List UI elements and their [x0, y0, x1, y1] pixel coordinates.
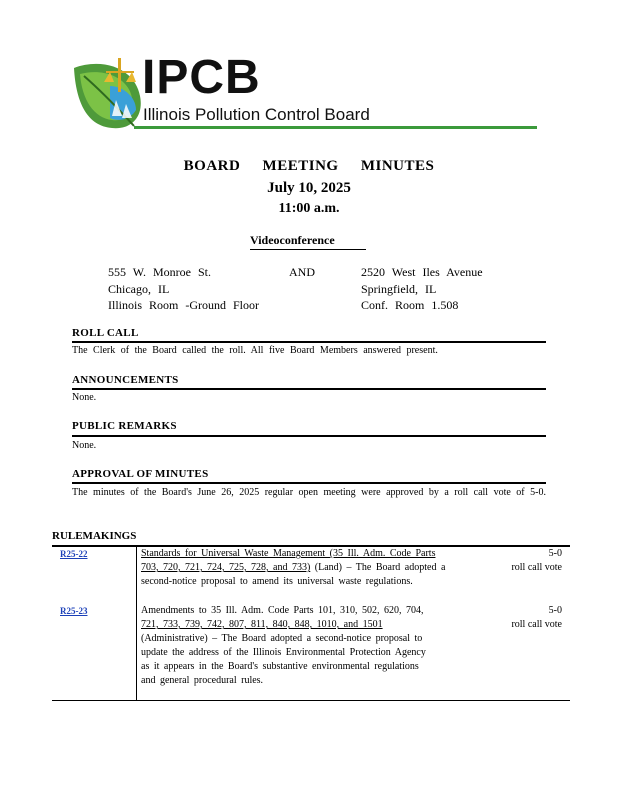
- location-right-line: Conf. Room 1.508: [361, 298, 459, 312]
- section-divider: [72, 388, 546, 390]
- rulemakings-heading: RULEMAKINGS: [52, 530, 137, 542]
- location-connector: AND: [289, 265, 315, 279]
- rulemakings-column-divider: [136, 546, 137, 700]
- docket-link[interactable]: R25-23: [60, 606, 88, 616]
- public-remarks-text: None.: [72, 440, 97, 451]
- rulemaking-line: Standards for Universal Waste Management (35 Ill. Adm. Code Parts: [141, 548, 436, 559]
- location-left-line: 555 W. Monroe St.: [108, 265, 212, 279]
- meeting-time: 11:00 a.m.: [278, 201, 340, 216]
- rulemaking-line: 721, 733, 739, 742, 807, 811, 840, 848, 1010, and 1501: [141, 619, 383, 630]
- meeting-type: Videoconference: [250, 233, 366, 250]
- approval-heading: APPROVAL OF MINUTES: [72, 468, 209, 480]
- location-right-line: 2520 West Iles Avenue: [361, 265, 483, 279]
- location-left-line: Illinois Room -Ground Floor: [108, 298, 260, 312]
- announcements-text: None.: [72, 392, 97, 403]
- location-right: [361, 264, 483, 314]
- roll-call-text: The Clerk of the Board called the roll. All five Board Members answered present.: [72, 345, 438, 356]
- announcements-heading: ANNOUNCEMENTS: [72, 374, 179, 386]
- rulemaking-parts: 703, 720, 721, 724, 725, 728, and 733): [141, 562, 311, 573]
- meeting-date: July 10, 2025: [267, 180, 351, 196]
- logo-subtitle: Illinois Pollution Control Board: [143, 105, 370, 124]
- logo-text: IPCB: [142, 51, 261, 104]
- vote-count: 5-0: [548, 605, 562, 616]
- page-title: BOARD MEETING MINUTES: [183, 158, 435, 174]
- rulemaking-line: as it appears in the Board's substantive environmental regulations: [141, 661, 419, 672]
- vote-count: 5-0: [548, 548, 562, 559]
- section-divider: [72, 435, 546, 437]
- docket-link[interactable]: R25-22: [60, 549, 88, 559]
- rulemaking-line: (Administrative) – The Board adopted a second-notice proposal to: [141, 633, 423, 644]
- rulemaking-line: update the address of the Illinois Environmental Protection Agency: [141, 647, 426, 658]
- public-remarks-heading: PUBLIC REMARKS: [72, 420, 177, 432]
- rulemaking-line-rest: (Land) – The Board adopted a: [310, 562, 446, 573]
- approval-text: The minutes of the Board's June 26, 2025 regular open meeting were approved by a roll call vote of 5-0.: [72, 487, 546, 498]
- location-left-line: Chicago, IL: [108, 281, 170, 296]
- rulemakings-bottom-rule: [52, 700, 570, 701]
- rulemaking-line: Amendments to 35 Ill. Adm. Code Parts 101, 310, 502, 620, 704,: [141, 605, 424, 616]
- rulemaking-line: and general procedural rules.: [141, 675, 264, 686]
- roll-call-heading: ROLL CALL: [72, 327, 139, 339]
- vote-type: roll call vote: [511, 619, 562, 630]
- rulemaking-line: second-notice proposal to amend its universal waste regulations.: [141, 576, 413, 587]
- ipcb-leaf-logo: [70, 56, 146, 132]
- rulemaking-description: [141, 547, 461, 589]
- location-right-line: Springfield, IL: [361, 281, 437, 296]
- vote-type: roll call vote: [511, 562, 562, 573]
- section-divider: [72, 482, 546, 484]
- header-divider: [134, 126, 537, 129]
- section-divider: [72, 341, 546, 343]
- location-left: [108, 264, 259, 314]
- rulemaking-description: [141, 604, 461, 688]
- rulemaking-line: [141, 561, 461, 575]
